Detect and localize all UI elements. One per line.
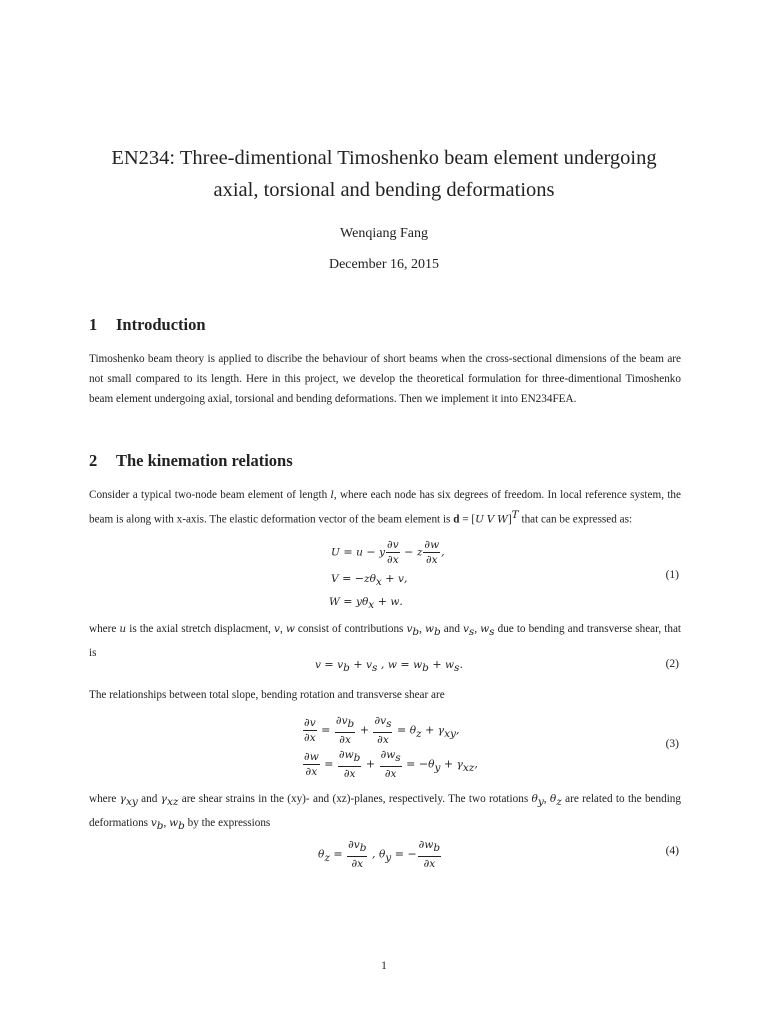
equation-1-line-3: $W = y\theta_x + w$. (329, 595, 403, 612)
page-number: 1 (381, 960, 387, 972)
kinematics-paragraph-1: Consider a typical two-node beam element of length l, where each node has six degrees of freedom. In local reference system, the beam is along with x-axis. The elastic deformation vector of the beam element is d = [U V W]$^T$ that can be expressed as: (89, 489, 681, 526)
section-heading-kinemation: 2 The kinemation relations (89, 451, 293, 470)
date: December 16, 2015 (328, 257, 440, 272)
kinematics-paragraph-4: where $\gamma_{xy}$ and $\gamma_{xz}$ are shear strains in the (xy)- and (xz)-planes, respectively. The two rotations $\theta_y$, $\theta_z$ are related to the bending deformations $v_b$, $w_b$ by the expressions (89, 793, 681, 833)
intro-paragraph: Timoshenko beam theory is applied to discribe the behaviour of short beams when the cross-sectional dimensions of the beam are not small compared to its length. Here in this project, we develop the theoretical formulation for three-dimentional Timoshenko beam element undergoing axial, torsional and bending deformations. Then we implement it into EN234FEA. (89, 353, 681, 405)
equation-number-2: (2) (665, 658, 679, 670)
equation-number-4: (4) (665, 845, 679, 857)
equation-1-line-2: $V = -z\theta_x + v$, (331, 572, 408, 589)
equation-3-line-1: $\frac{\partial v}{\partial x}$ = $\frac{\partial v_b}{\partial x}$ + $\frac{\partial v_s}{\partial x}$ = $\theta_z + \gamma_{xy}$, (304, 714, 460, 747)
author: Wenqiang Fang (340, 226, 428, 241)
equation-number-3: (3) (665, 738, 679, 750)
equation-number-1: (1) (665, 569, 679, 581)
paper-title: EN234: Three-dimentional Timoshenko beam element undergoing axial, torsional and bending deformations (111, 147, 657, 201)
equation-2: $v = v_b + v_s$ , $w = w_b + w_s$. (315, 658, 463, 675)
kinematics-paragraph-2: where u is the axial stretch displacment, v, w consist of contributions $v_b$, $w_b$ and $v_s$, $w_s$ due to bending and transverse shear, that is (89, 623, 682, 660)
equation-3-line-2: $\frac{\partial w}{\partial x}$ = $\frac{\partial w_b}{\partial x}$ + $\frac{\partial w_s}{\partial x}$ = $-\theta_y + \gamma_{xz}$, (304, 748, 478, 781)
kinematics-paragraph-3: The relationships between total slope, bending rotation and transverse shear are (89, 689, 445, 701)
section-heading-introduction: 1 Introduction (89, 315, 206, 334)
equation-1-line-1: U = u − y $\frac{\partial v}{\partial x}$ − z $\frac{\partial w}{\partial x}$ , (331, 538, 445, 566)
equation-4: $\theta_z$ = $\frac{\partial v_b}{\partial x}$ , $\theta_y$ = − $\frac{\partial w_b}{\partial x}$ (318, 838, 441, 871)
